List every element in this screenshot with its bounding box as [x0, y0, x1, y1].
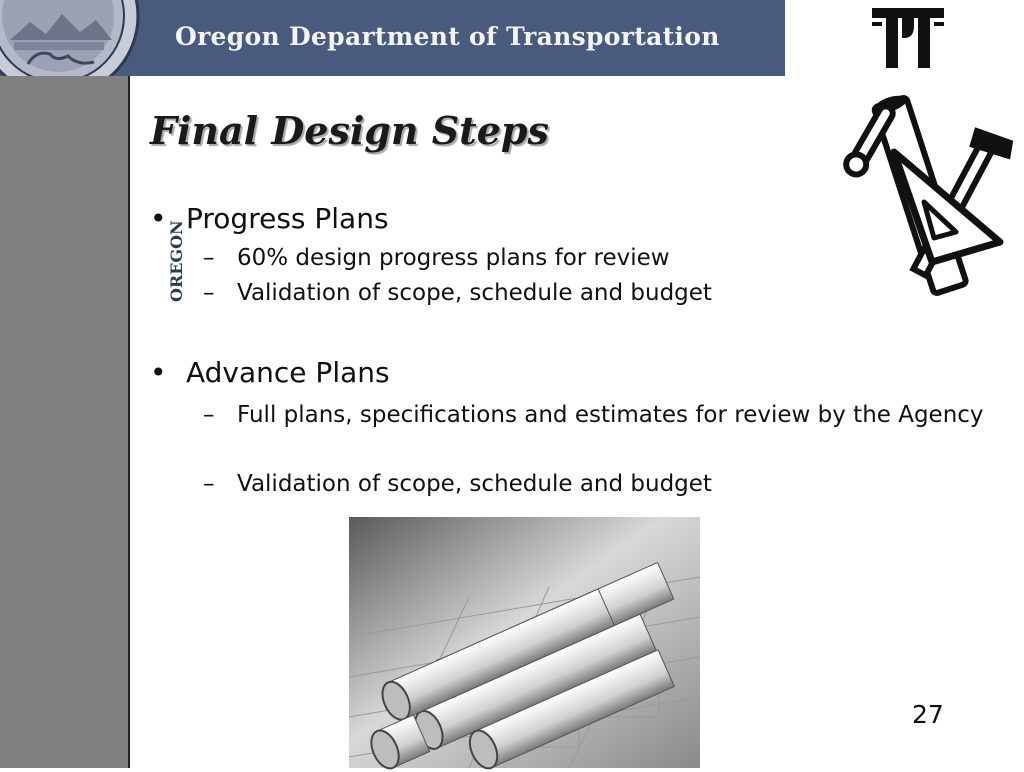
bullet-progress-plans	[150, 202, 389, 235]
bullet-dot: •	[150, 356, 167, 389]
bullet-dot: •	[150, 202, 167, 235]
oregon-seal-icon	[0, 0, 186, 302]
side-bar	[0, 76, 130, 768]
bullet-label: Progress Plans	[186, 202, 389, 235]
odot-logo-icon	[868, 4, 948, 72]
sub-item-text: Validation of scope, schedule and budget	[237, 280, 712, 306]
slide-title: Final Design Steps	[150, 108, 549, 153]
header-title: Oregon Department of Transportation	[175, 22, 720, 51]
drafting-tools-icon	[838, 92, 1006, 302]
sub-item: – Full plans, specifications and estimates for review by the Agency	[203, 400, 1003, 430]
sub-item: – 60% design progress plans for review	[203, 243, 903, 273]
bullet-label: Advance Plans	[186, 356, 390, 389]
page-number: 27	[912, 700, 944, 729]
blueprint-rolls-photo	[349, 517, 700, 768]
seal-lettering: OREGON	[167, 220, 186, 302]
sub-item-text: Full plans, specifications and estimates for review by the Agency	[237, 402, 984, 428]
sub-item: – Validation of scope, schedule and budget	[203, 469, 903, 499]
sub-item-text: 60% design progress plans for review	[237, 245, 670, 271]
bullet-advance-plans	[150, 356, 390, 389]
sub-item-text: Validation of scope, schedule and budget	[237, 471, 712, 497]
sub-item: – Validation of scope, schedule and budget	[203, 278, 903, 308]
